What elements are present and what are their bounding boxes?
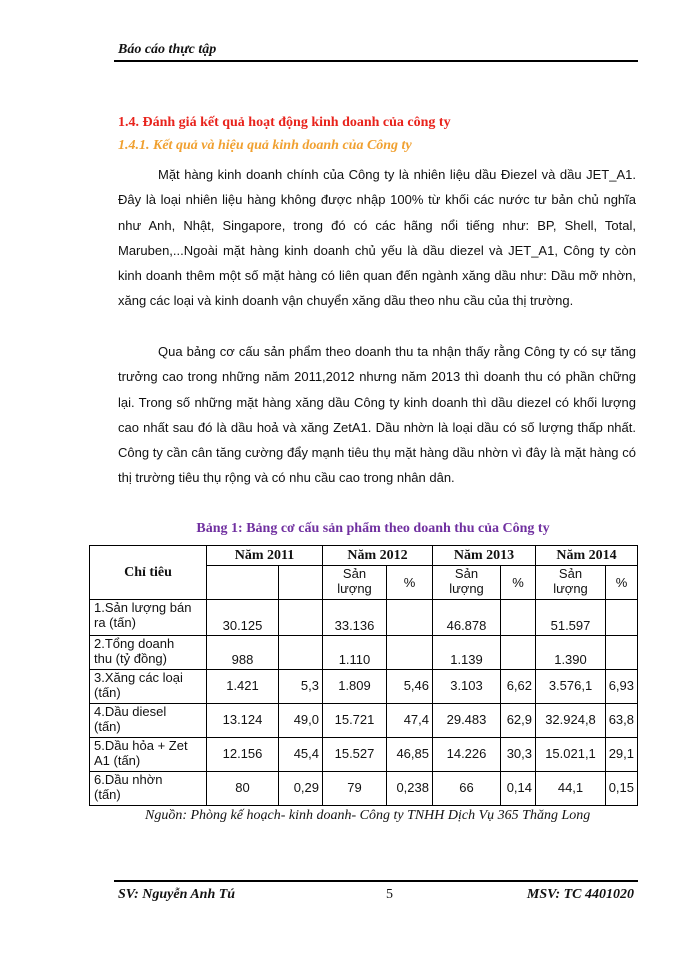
cell bbox=[279, 600, 323, 636]
cell: 62,9 bbox=[501, 704, 536, 738]
subheader-percent: % bbox=[606, 566, 638, 600]
row-label: 1.Sản lượng bán ra (tấn) bbox=[90, 600, 207, 636]
subheader-percent: % bbox=[387, 566, 433, 600]
table-row bbox=[90, 636, 638, 670]
cell: 47,4 bbox=[387, 704, 433, 738]
cell: 33.136 bbox=[323, 600, 387, 636]
cell: 30,3 bbox=[501, 738, 536, 772]
cell bbox=[501, 636, 536, 670]
table-row bbox=[90, 670, 638, 704]
year-header-2011: Năm 2011 bbox=[207, 546, 323, 566]
cell: 3.103 bbox=[433, 670, 501, 704]
year-header-2014: Năm 2014 bbox=[536, 546, 638, 566]
cell: 46.878 bbox=[433, 600, 501, 636]
header-rule bbox=[114, 60, 638, 62]
cell: 44,1 bbox=[536, 772, 606, 806]
subheader-percent: % bbox=[501, 566, 536, 600]
section-heading: 1.4. Đánh giá kết quả hoạt động kinh doanh của công ty bbox=[118, 115, 451, 130]
cell: 3.576,1 bbox=[536, 670, 606, 704]
cell: 1.421 bbox=[207, 670, 279, 704]
cell: 30.125 bbox=[207, 600, 279, 636]
cell: 63,8 bbox=[606, 704, 638, 738]
cell: 0,15 bbox=[606, 772, 638, 806]
cell: 15.021,1 bbox=[536, 738, 606, 772]
paragraph-2-text: Qua bảng cơ cấu sản phẩm theo doanh thu ta nhận thấy rằng Công ty có sự tăng trưởng cao trong những năm 2011,2012 nhưng năm 2013 thì doanh thu có phần chững lại. Trong số những mặt hàng xăng dầu Công ty kinh doanh thì dầu diezel có khối lượng cao nhất sau đó là dầu hoả và xăng ZetA1. Dầu nhờn là loại dầu có số lượng thấp nhất. Công ty cần cân tăng cường đẩy mạnh tiêu thụ mặt hàng dầu nhờn vì đây là mặt hàng có thị trường tiêu thụ rộng và có nhu cầu cao trong nhân dân. bbox=[118, 344, 636, 486]
cell bbox=[387, 636, 433, 670]
cell: 6,62 bbox=[501, 670, 536, 704]
year-header-2012: Năm 2012 bbox=[323, 546, 433, 566]
section-subheading: 1.4.1. Kết quả và hiệu quả kinh doanh của Công ty bbox=[118, 138, 412, 153]
cell: 51.597 bbox=[536, 600, 606, 636]
cell: 0,238 bbox=[387, 772, 433, 806]
cell: 6,93 bbox=[606, 670, 638, 704]
cell: 1.390 bbox=[536, 636, 606, 670]
cell: 29,1 bbox=[606, 738, 638, 772]
cell bbox=[606, 600, 638, 636]
table-source: Nguồn: Phòng kế hoạch- kinh doanh- Công ty TNHH Dịch Vụ 365 Thăng Long bbox=[145, 808, 591, 823]
row-label: 4.Dầu diesel (tấn) bbox=[90, 704, 207, 738]
cell: 5,3 bbox=[279, 670, 323, 704]
cell: 0,29 bbox=[279, 772, 323, 806]
cell: 1.110 bbox=[323, 636, 387, 670]
table-row bbox=[90, 738, 638, 772]
paragraph-1 bbox=[118, 162, 636, 314]
table-row bbox=[90, 704, 638, 738]
table-caption: Bảng 1: Bảng cơ cấu sản phẩm theo doanh thu của Công ty bbox=[196, 521, 550, 536]
cell: 79 bbox=[323, 772, 387, 806]
cell: 12.156 bbox=[207, 738, 279, 772]
cell: 32.924,8 bbox=[536, 704, 606, 738]
cell: 988 bbox=[207, 636, 279, 670]
cell: 15.527 bbox=[323, 738, 387, 772]
cell: 5,46 bbox=[387, 670, 433, 704]
cell: 13.124 bbox=[207, 704, 279, 738]
row-label: 5.Dầu hỏa + Zet A1 (tấn) bbox=[90, 738, 207, 772]
subheader-output: Sản lượng bbox=[433, 566, 501, 600]
product-structure-table bbox=[89, 545, 638, 806]
cell: 15.721 bbox=[323, 704, 387, 738]
table-row bbox=[90, 600, 638, 636]
cell: 45,4 bbox=[279, 738, 323, 772]
cell: 29.483 bbox=[433, 704, 501, 738]
paragraph-2 bbox=[118, 339, 636, 491]
header-title: Báo cáo thực tập bbox=[118, 42, 217, 57]
row-label: 6.Dầu nhờn (tấn) bbox=[90, 772, 207, 806]
cell: 80 bbox=[207, 772, 279, 806]
paragraph-1-text: Mặt hàng kinh doanh chính của Công ty là nhiên liệu dầu Điezel và dầu JET_A1. Đây là loại nhiên liệu hàng không được nhập 100% từ khối các nước tư bản chủ nghĩa như Anh, Nhật, Singapore, trong đó có các hãng nổi tiếng như: BP, Shell, Total, Maruben,...Ngoài mặt hàng kinh doanh chủ yếu là dầu diezel và JET_A1, Công ty còn kinh doanh thêm một số mặt hàng có liên quan đến ngành xăng dầu như: Dầu mỡ nhờn, xăng các loại và kinh doanh vận chuyển xăng dầu theo nhu cầu của thị trường. bbox=[118, 167, 636, 309]
year-header-2013: Năm 2013 bbox=[433, 546, 536, 566]
cell bbox=[606, 636, 638, 670]
footer-student-id: MSV: TC 4401020 bbox=[526, 887, 634, 902]
cell: 49,0 bbox=[279, 704, 323, 738]
cell: 66 bbox=[433, 772, 501, 806]
subheader-empty bbox=[207, 566, 279, 600]
footer-page-number: 5 bbox=[386, 887, 393, 902]
cell: 14.226 bbox=[433, 738, 501, 772]
cell: 46,85 bbox=[387, 738, 433, 772]
subheader-output: Sản lượng bbox=[536, 566, 606, 600]
row-label: 2.Tổng doanh thu (tỷ đồng) bbox=[90, 636, 207, 670]
cell: 0,14 bbox=[501, 772, 536, 806]
footer-rule bbox=[114, 880, 638, 882]
row-label: 3.Xăng các loại (tấn) bbox=[90, 670, 207, 704]
cell bbox=[501, 600, 536, 636]
cell bbox=[279, 636, 323, 670]
col-label-header: Chỉ tiêu bbox=[90, 546, 207, 600]
cell: 1.809 bbox=[323, 670, 387, 704]
footer-student: SV: Nguyễn Anh Tú bbox=[118, 887, 236, 902]
subheader-empty bbox=[279, 566, 323, 600]
subheader-output: Sản lượng bbox=[323, 566, 387, 600]
table-row bbox=[90, 772, 638, 806]
cell bbox=[387, 600, 433, 636]
cell: 1.139 bbox=[433, 636, 501, 670]
